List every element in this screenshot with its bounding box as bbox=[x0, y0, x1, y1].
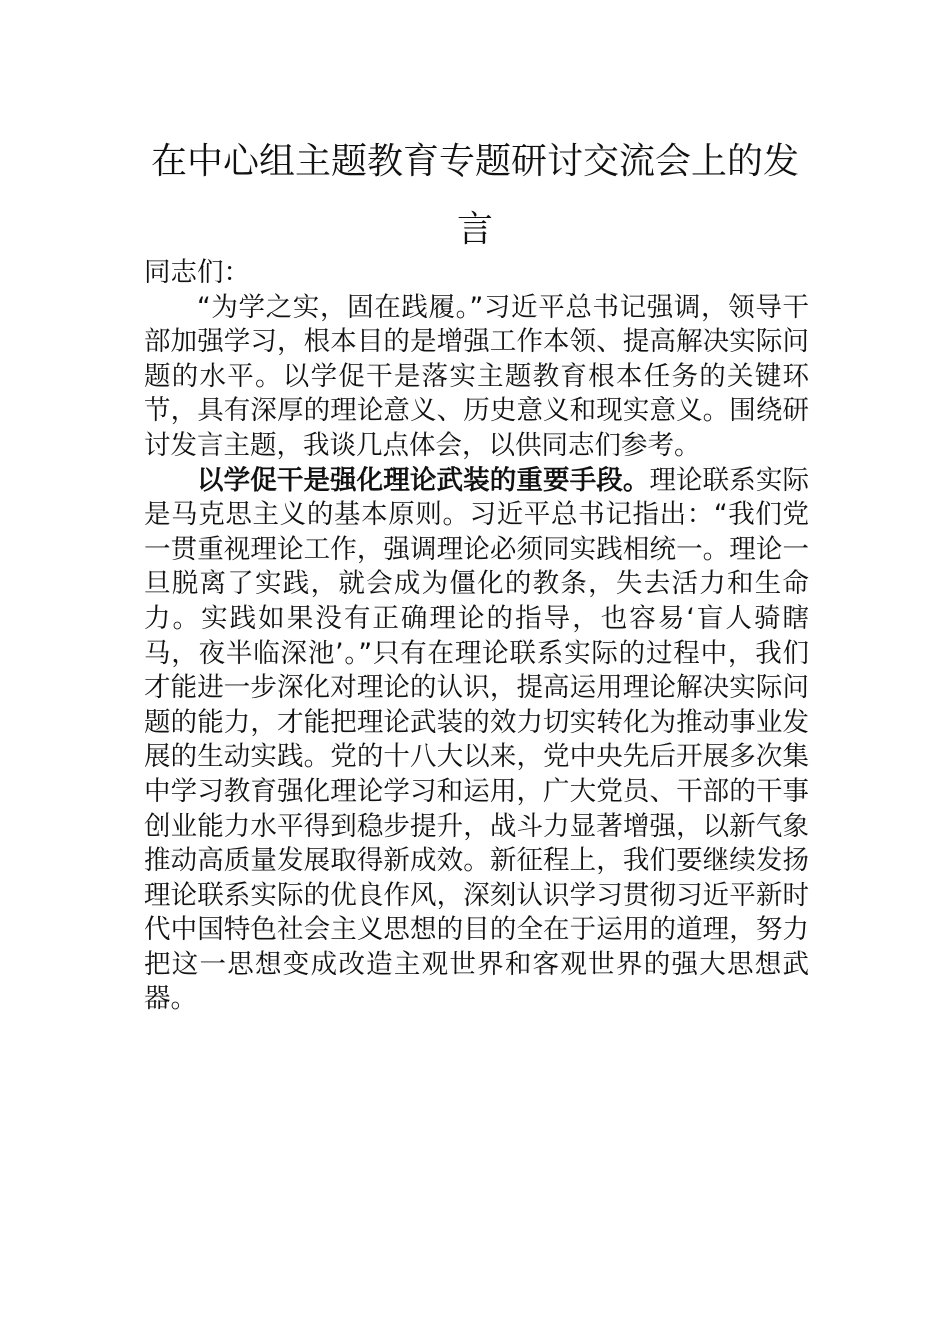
paragraph-text: “为学之实，固在践履。”习近平总书记强调，领导干部加强学习，根本目的是增强工作本领、提高解决实际问题的水平。以学促干是落实主题教育根本任务的关键环节，具有深厚的理论意义、历史意义和现实意义。围绕研讨发言主题，我谈几点体会，以供同志们参考。 bbox=[144, 291, 809, 461]
document-body bbox=[144, 256, 809, 1017]
document-title: 在中心组主题教育专题研讨交流会上的发言 bbox=[150, 141, 799, 250]
salutation: 同志们： bbox=[144, 257, 250, 288]
paragraph-text: 理论联系实际是马克思主义的基本原则。习近平总书记指出：“我们党一贯重视理论工作，强调理论必须同实践相统一。理论一旦脱离了实践，就会成为僵化的教条，失去活力和生命力。实践如果没有正确理论的指导，也容易‘盲人骑瞎马，夜半临深池’。”只有在理论联系实际的过程中，我们才能进一步深化对理论的认识，提高运用理论解决实际问题的能力，才能把理论武装的效力切实转化为推动事业发展的生动实践。党的十八大以来，党中央先后开展多次集中学习教育强化理论学习和运用，广大党员、干部的干事创业能力水平得到稳步提升，战斗力显著增强，以新气象推动高质量发展取得新成效。新征程上，我们要继续发扬理论联系实际的优良作风，深刻认识学习贯彻习近平新时代中国特色社会主义思想的目的全在于运用的道理，努力把这一思想变成改造主观世界和客观世界的强大思想武器。 bbox=[144, 464, 810, 1015]
paragraph-lead-heading: 以学促干是强化理论武装的重要手段。 bbox=[197, 464, 650, 496]
paragraph-intro bbox=[144, 291, 809, 464]
paragraph-theory bbox=[144, 464, 809, 1018]
